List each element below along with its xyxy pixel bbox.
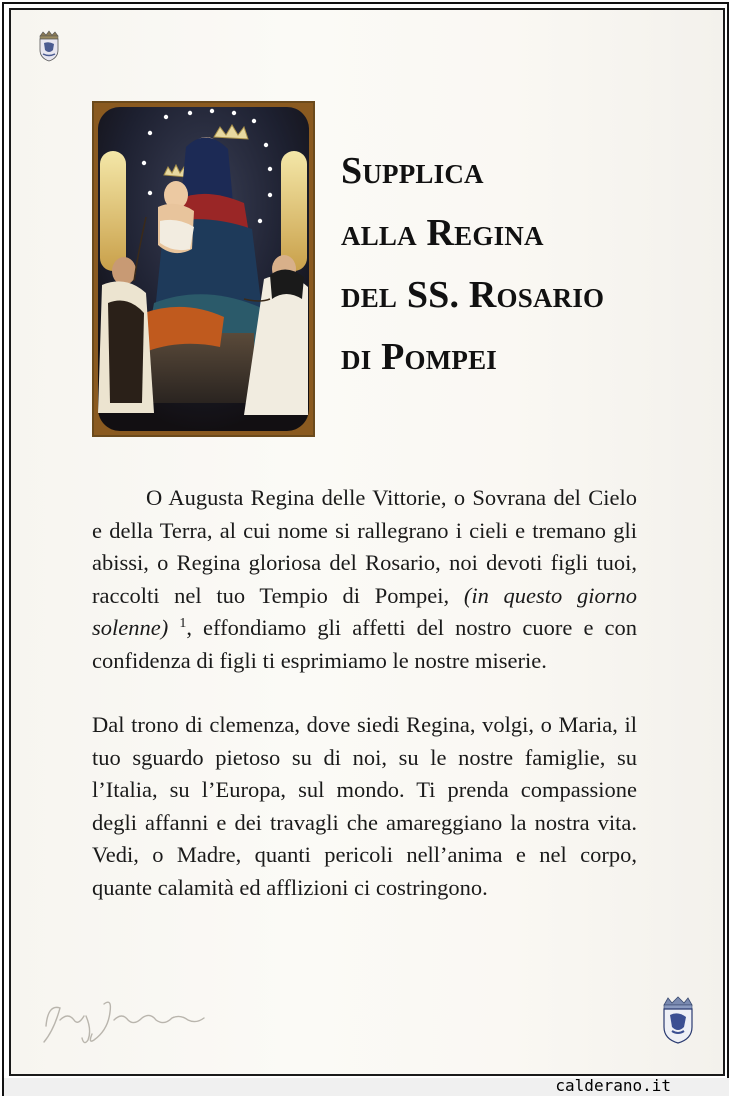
paragraph-2: Dal trono di clemenza, dove siedi Regina, volgi, o Maria, il tuo sguardo pietoso su di noi, su le nostre famiglie, su l’Italia, su l’Europa, sul mondo. Ti prenda compassione degli affanni e dei travagli che amareggiano la nostra vita. Vedi, o Madre, quanti pericoli nell’anima e nel corpo, quante calamità ed afflizioni ci costringono. (92, 712, 637, 900)
title-line-3: del SS. Rosario (341, 274, 605, 316)
title-line-1: Supplica (341, 150, 484, 192)
title-line-4: di Pompei (341, 336, 498, 378)
paragraph-1 (92, 482, 637, 677)
footnote-marker: 1 (179, 616, 187, 631)
coat-of-arms-icon (36, 30, 62, 62)
paragraph-1-part-a: O Augusta Regina delle Vittorie, o Sovrana del Cielo e della Terra, al cui nome si rallegrano i cieli e tremano gli abissi, o Regina gloriosa del Rosario, noi devoti figli tuoi, raccolti nel tuo Tempio di Pompei, (92, 485, 637, 608)
handwritten-signature (38, 990, 218, 1050)
painting-image (92, 101, 315, 437)
paragraph-1-italic: (in questo giorno solenne) (92, 582, 637, 640)
madonna-of-pompei-painting (94, 103, 313, 435)
paragraph-1-part-b: , effondiamo gli affetti del nostro cuore e con confidenza di figli ti esprimiamo le nostre miserie. (92, 615, 638, 673)
title-line-2: alla Regina (341, 212, 544, 254)
site-watermark: calderano.it (555, 1076, 671, 1095)
prayer-text (92, 482, 637, 904)
coat-of-arms-icon (660, 995, 696, 1045)
page-title (341, 140, 681, 388)
